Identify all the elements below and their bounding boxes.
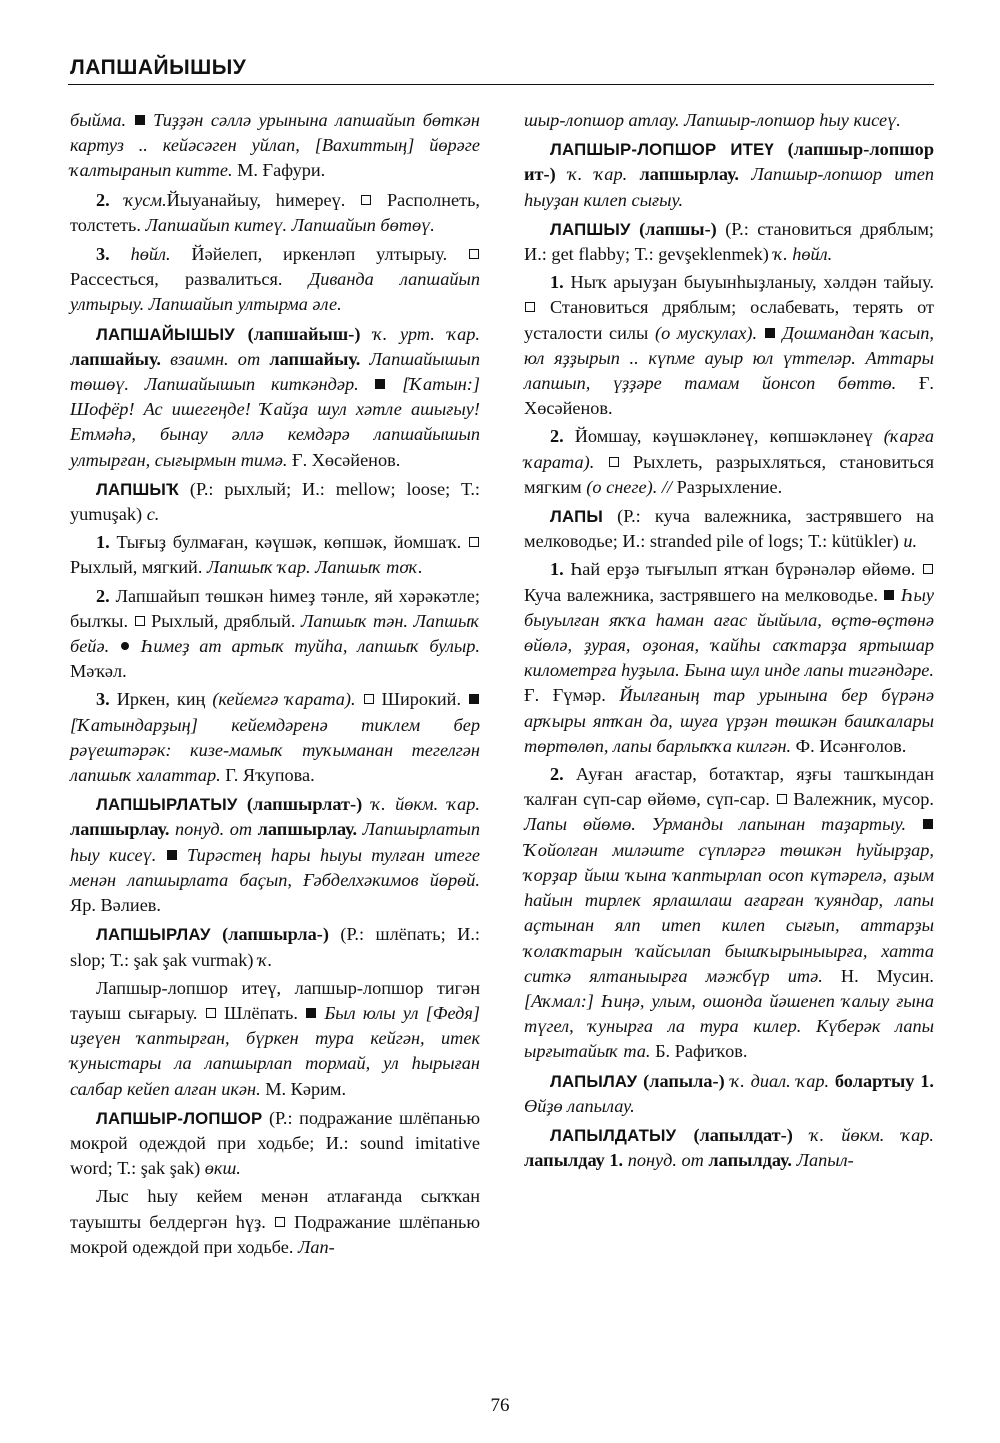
italic-text: с. [146,504,160,525]
italic-text: Тирәстең һары һыуы тулған итеге менән лапшырлата баҫып, Ғәбделхәкимов йөрөй. [70,844,480,890]
italic-text: Һимеҙ ат артыҡ туйһа, лапшыҡ булыр. [140,636,480,657]
text: Лапшыр-лопшор итеү, лапшыр-лопшор тигән тауыш сығарыу. [70,977,480,1023]
square-marker-icon [609,457,619,467]
definition [70,1184,480,1260]
square-marker-icon [206,1008,216,1018]
italic-text: (о снеге). [586,476,658,497]
text: Рыхлый, мягкий. [70,557,203,578]
text: Становиться дряблым; ослабевать, терять от усталости силы [524,297,934,343]
sense-2 [524,762,934,1064]
filled-square-marker-icon [167,850,177,860]
headword: ЛАПЫЛАУ [550,1071,638,1091]
italic-text: Лапшыҡ ҡар. Лапшыҡ тоҡ. [207,557,423,578]
sense-2 [524,424,934,500]
text: Йомшау, кәүшәкләнеү, көпшәкләнеү [574,426,873,447]
text: Һай ерҙә тығылып ятҡан бүрәнәләр өйөмө. [570,559,916,580]
square-marker-icon [469,249,479,259]
italic-text: (ҡарға ҡарата). [524,426,934,472]
italic-text: (кейемгә ҡарата). [212,689,356,710]
italic-text: Диванда лапшайып ултырыу. Лапшайып ултырма әле. [70,269,480,315]
italic-text: Лапшыҡ тән. Лапшыҡ бейә. [70,610,480,657]
example-continuation [524,108,934,133]
italic-text: Һыу быуылған яҡҡа һаман ағас йыйыла, өҫтө-өҫтөнә өйөлә, ҙурая, оҙоная, ҡайһы саҡтарҙа яртышар километрға һуҙыла. Бына шул инде лапы тигәндәре. [524,584,934,681]
header-rule [68,84,934,85]
running-head: ЛАПШАЙЫШЫУ [70,56,247,79]
entry-lapshyu [524,217,934,267]
headword: ЛАПШЫР-ЛОПШОР [96,1108,263,1128]
bold-text: 2. [550,764,564,785]
headword: ЛАПЫЛДАТЫУ [550,1125,677,1145]
bold-text: (лапшырлат-) [246,794,363,815]
text: Мәҡәл. [70,661,127,682]
square-marker-icon [469,537,479,547]
italic-text: Лапшайып китеү. Лапшайып бөтөү. [145,214,435,235]
text: Н. Мусин. [840,965,934,986]
headword: ЛАПШЫР-ЛОПШОР ИТЕҮ [550,140,774,160]
text: Б. Рафиҡов. [655,1041,748,1062]
headword: ЛАПШЫРЛАТЫУ [96,795,238,815]
text: (Р.: куча валежника, застрявшего на мелководье; И.: stranded pile of logs; Т.: kütükler) [524,506,934,552]
entry-lapyldatyu [524,1123,934,1173]
italic-text: һөйл. [130,244,171,265]
text: Тығыҙ булмаған, кәүшәк, көпшәк, йомшаҡ. [116,532,462,553]
bold-text: 2. [96,585,110,606]
italic-text: Лапы өйөмө. Урманды лапынан таҙартыу. [524,814,907,835]
text: Валежник, мусор. [793,789,934,810]
bold-text: (лапшайыш-) [247,323,361,344]
italic-text: и. [903,531,918,552]
text: Подражание шлёпанью мокрой одеждой при ходьбе. [70,1211,480,1257]
bold-text: 1. [550,559,564,580]
sense-1 [524,557,934,759]
italic-text: быйма. [70,110,127,130]
filled-square-marker-icon [469,694,479,704]
italic-text: ҡ. [258,949,273,970]
headword: ЛАПШЫУ [550,219,631,239]
filled-square-marker-icon [923,819,933,829]
bold-text: лапшырлау. [70,819,170,840]
square-marker-icon [135,616,145,626]
headword: ЛАПЫ [550,507,603,527]
italic-text: ҡ. йөкм. ҡар. [809,1124,934,1145]
filled-square-marker-icon [135,115,145,125]
italic-text: Йылғаның тар урынына бер бүрәнә арҡыры ятҡан да, шуға үрҙән төшкән башҡалары төртөлөп, лапы барлыҡҡа килгән. [524,685,934,756]
entry-lapy [524,504,934,554]
left-column [70,108,480,1264]
square-marker-icon [777,794,787,804]
entry-continuation [70,108,480,184]
square-marker-icon [923,564,933,574]
italic-text: (о мускулах). [655,322,758,343]
text: Широкий. [381,689,462,710]
italic-text: ҡ. диал. ҡар. [730,1070,830,1091]
italic-text: Ҡойолған миләште сүпләргә төшкән һуйырҙар, ҡорҙар йыш ҡына ҡаптырлап осоп күтәрелә, аҙым һайын тирлек ярлашлаш ағарған ҡуяндар, лапы аҫтынан ялп итеп килеп сығып, аттарҙы ҡолаҡтарын ҡайсылап бышҡырыныырға, хатта ситкә ялтаныырға мәжбүр итә. [524,839,934,986]
italic-text: взаимн. от [170,348,261,369]
text: М. Кәрим. [265,1078,347,1099]
bullet-icon [121,642,129,650]
bold-text: лапшырлау. [257,819,358,840]
entry-lapshyk [70,477,480,527]
italic-text: ҡ. урт. ҡар. [373,323,480,344]
italic-text: // [661,476,673,497]
entry-lapylau [524,1069,934,1119]
bold-text: (лапшыр-лопшор ит-) [524,139,934,185]
bold-text: (лапшы-) [639,218,717,239]
italic-text: Был юлы ул [Федя] иҙеүен ҡаптырған, бүркен тура кейгән, итек ҡуныстары ла лапшырлап тормай, ул һырыған салбар кейеп алған икән. [70,1002,481,1099]
bold-text: 1. [550,272,564,293]
italic-text: Лапшырлатып һыу кисеү. [70,819,480,865]
text: (Р.: шлёпать; И.: slop; Т.: şak şak vurmak) [70,924,480,970]
italic-text: Лапшыр-лопшор итеп һыуҙан килеп сығыу. [524,164,934,210]
bold-text: болартыу 1. [834,1070,934,1091]
filled-square-marker-icon [884,590,894,600]
page-number: 76 [490,1395,510,1416]
text: Г. Яҡупова. [225,765,315,786]
text: Йәйелеп, иркенләп ултырыу. [191,244,448,265]
text: Ауған ағастар, ботаҡтар, яҙғы ташҡындан ҡалған сүп-сар өйөмө, сүп-сар. [524,764,934,810]
filled-square-marker-icon [375,379,385,389]
text: Рыхлеть, разрыхляться, становиться мягким [524,451,934,497]
italic-text: ҡ. һөйл. [773,244,833,265]
text: Яр. Вәлиев. [70,895,162,916]
text: Ғ. Хөсәйенов. [524,373,934,419]
filled-square-marker-icon [306,1008,316,1018]
square-marker-icon [275,1217,285,1227]
text: Йыуанайыу, һимереү. [166,189,346,210]
bold-text: 3. [96,244,110,265]
italic-text: Өйҙө лапылау. [524,1095,635,1116]
bold-text: лапшайыу. [269,348,361,369]
text: Располнеть, толстеть. [70,189,480,235]
bold-text: (лапыла-) [643,1070,725,1091]
text: Ғ. Ғүмәр. [524,685,606,706]
italic-text: ҡусм. [124,189,167,210]
sense-1 [524,270,934,421]
italic-text: ҡ. йөкм. ҡар. [371,794,480,815]
text: Ғ. Хөсәйенов. [292,449,401,470]
filled-square-marker-icon [765,328,775,338]
entry-lapshayyshyu [70,322,480,473]
bold-text: (лапшырла-) [222,924,329,945]
italic-text: Дошмандан ҡасып, юл яҙҙырып .. күпме ауыр юл үттеләр. Аттары лапшып, үҙҙәре тамам йонсоп бөттө. [524,322,934,394]
text: Рассесться, развалиться. [70,269,283,290]
italic-text: понуд. от [627,1150,704,1171]
bold-text: 2. [550,426,564,447]
sense-3 [70,687,480,788]
italic-text: понуд. от [175,819,253,840]
bold-text: 3. [96,689,110,710]
entry-lapshyr-lopshor-itey [524,137,934,213]
entry-lapshyrlau [70,922,480,972]
text: (Р.: рыхлый; И.: mellow; loose; Т.: yumuşak) [70,478,480,525]
square-marker-icon [364,694,374,704]
square-marker-icon [361,195,371,205]
italic-text: Лапшайышып төшөү. Лапшайышып киткәндәр. [70,348,480,395]
text: Ф. Исәнғолов. [795,735,907,756]
entry-lapshyrlatyu [70,792,480,918]
text: Куча валежника, застрявшего на мелководье. [524,584,878,605]
bold-text: (лапылдат-) [693,1124,793,1145]
italic-text: Лапыл- [796,1150,854,1171]
italic-text: шыр-лопшор атлау. Лапшыр-лопшор һыу кисеү. [524,110,901,130]
headword: ЛАПШЫҠ [96,479,180,499]
sense-3 [70,242,480,318]
italic-text: Тиҙҙән сәллә урынына лапшайып бөткән картуз .. кейәсәген уйлап, [Вахиттың] йөрәге ҡалтыранып китте. [70,110,480,181]
headword: ЛАПШАЙЫШЫУ [96,324,235,344]
headword: ЛАПШЫРЛАУ [96,925,211,945]
text: Лапшайып төшкән һимеҙ тәнле, яй хәрәкәтле; былҡы. [70,585,480,631]
bold-text: лапылдау. [708,1150,792,1171]
text: Рыхлый, дряблый. [151,610,296,631]
text: (Р.: становиться дряблым; И.: get flabby; Т.: gevşeklenmek) [524,218,935,265]
text: М. Ғафури. [237,160,326,181]
bold-text: лапылдау 1. [524,1150,624,1171]
text: Разрыхление. [676,476,783,497]
italic-text: [Ҡатындарҙың] кейемдәренә тиклем бер рәүештәрәк: кизе-мамыҡ туҡыманан тегелгән лапшыҡ халаттар. [70,714,480,786]
text: (Р.: подражание шлёпанью мокрой одеждой при ходьбе; И.: sound imitative word; Т.: şak şak) [70,1107,480,1179]
italic-text: ҡ. ҡар. [568,164,628,185]
bold-text: лапшайыу. [70,348,161,369]
text: Иркен, киң [116,689,206,710]
definition [70,976,480,1102]
square-marker-icon [525,302,535,312]
italic-text: өкш. [204,1158,241,1179]
bold-text: 2. [96,189,110,210]
entry-lapshyr-lopshor [70,1106,480,1182]
italic-text: [Аҡмал:] Һиңә, улым, ошонда йәшенеп ҡалыу ғына түгел, ҡунырға ла тура килер. Күберәк лапы ырғытайыҡ та. [524,990,934,1062]
bold-text: лапшырлау. [639,164,739,185]
italic-text: [Ҡатын:] Шофёр! Ас ишегеңде! Ҡайҙа шул хәтле ашығыу! Етмәһә, бынау әллә кемдәрә лапшайышып ултырған, сығырмын тимә. [70,374,480,470]
text: Ныҡ арыуҙан быуынһыҙланыу, хәлдән тайыу. [570,272,934,293]
sense-2 [70,584,480,685]
right-column [524,108,934,1177]
sense-1 [70,530,480,580]
sense-2 [70,188,480,238]
italic-text: Лап- [297,1236,335,1257]
bold-text: 1. [96,532,110,553]
text: Лыс һыу кейем менән атлағанда сыҡҡан тауышты белдергән һүҙ. [70,1186,480,1232]
text: Шлёпать. [223,1002,298,1023]
